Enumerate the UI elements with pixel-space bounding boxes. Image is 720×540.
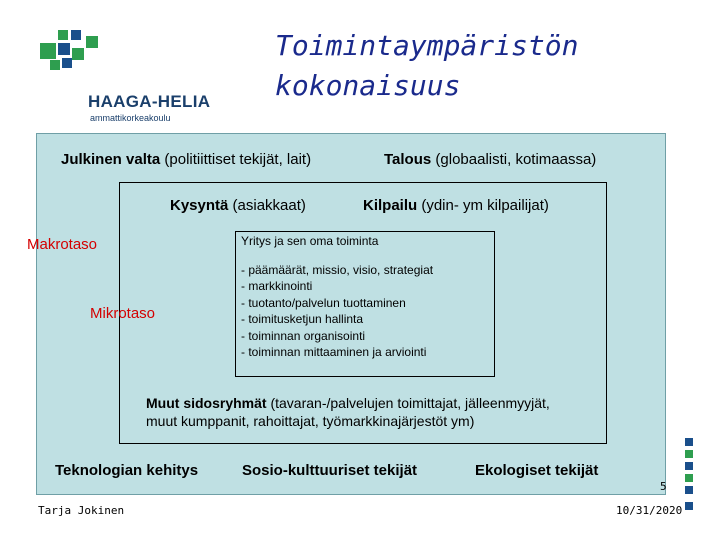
yritys-title: Yritys ja sen oma toiminta	[241, 234, 379, 248]
talous-label	[384, 151, 596, 168]
logo-square	[62, 58, 72, 68]
logo-square	[86, 36, 98, 48]
kysynta-bold: Kysyntä	[170, 197, 229, 214]
logo-square	[40, 43, 56, 59]
title-line-1: Toimintaympäristön	[275, 29, 579, 62]
logo-square	[58, 30, 68, 40]
dot	[685, 474, 693, 482]
slide-title	[275, 26, 578, 106]
ekologiset-label: Ekologiset tekijät	[475, 462, 599, 479]
list-item: - toiminnan organisointi	[241, 328, 366, 343]
muut-line-2: muut kumppanit, rahoittajat, työmarkkinajärjestöt ym)	[146, 413, 475, 429]
list-item: - markkinointi	[241, 279, 313, 294]
list-item: - toiminnan mittaaminen ja arviointi	[241, 345, 427, 360]
dot	[685, 450, 693, 458]
mikrotaso-label: Mikrotaso	[90, 305, 156, 322]
makrotaso-label: Makrotaso	[27, 236, 98, 253]
teknologia-label: Teknologian kehitys	[55, 462, 199, 479]
talous-rest: (globaalisti, kotimaassa)	[431, 151, 597, 168]
dot	[685, 462, 693, 470]
muut-line-1	[146, 394, 550, 412]
kysynta-rest: (asiakkaat)	[228, 197, 306, 214]
list-item: - tuotanto/palvelun tuottaminen	[241, 295, 406, 310]
logo-square	[58, 43, 70, 55]
julkinen-rest: (politiittiset tekijät, lait)	[160, 151, 312, 168]
kilpailu-label	[363, 197, 549, 214]
kilpailu-rest: (ydin- ym kilpailijat)	[417, 197, 549, 214]
muut-line1-rest: (tavaran-/palvelujen toimittajat, jälleenmyyjät,	[266, 395, 550, 411]
muut-bold: Muut sidosryhmät	[146, 395, 267, 411]
julkinen-bold: Julkinen valta	[61, 151, 161, 168]
kysynta-label	[170, 197, 306, 214]
kilpailu-bold: Kilpailu	[363, 197, 418, 214]
list-item: - päämäärät, missio, visio, strategiat	[241, 263, 434, 277]
talous-bold: Talous	[384, 151, 432, 168]
dot	[685, 438, 693, 446]
page-number: 5	[660, 480, 667, 493]
dot	[685, 486, 693, 494]
haaga-helia-logo	[38, 30, 211, 123]
logo-square	[72, 48, 84, 60]
logo-subtitle: ammattikorkeakoulu	[90, 113, 171, 123]
footer-author: Tarja Jokinen	[38, 504, 125, 517]
decorative-dots	[685, 438, 695, 513]
logo-name: HAAGA-HELIA	[88, 92, 211, 111]
footer-date: 10/31/2020	[616, 504, 683, 517]
yritys-list	[241, 262, 433, 360]
title-line-2: kokonaisuus	[275, 69, 461, 102]
list-item: - toimitusketjun hallinta	[241, 312, 364, 327]
dot	[685, 502, 693, 510]
julkinen-valta-label	[61, 151, 311, 168]
muut-sidosryhmat-text	[146, 394, 550, 430]
logo-square	[71, 30, 81, 40]
logo-square	[50, 60, 60, 70]
sosio-label: Sosio-kulttuuriset tekijät	[242, 462, 418, 479]
